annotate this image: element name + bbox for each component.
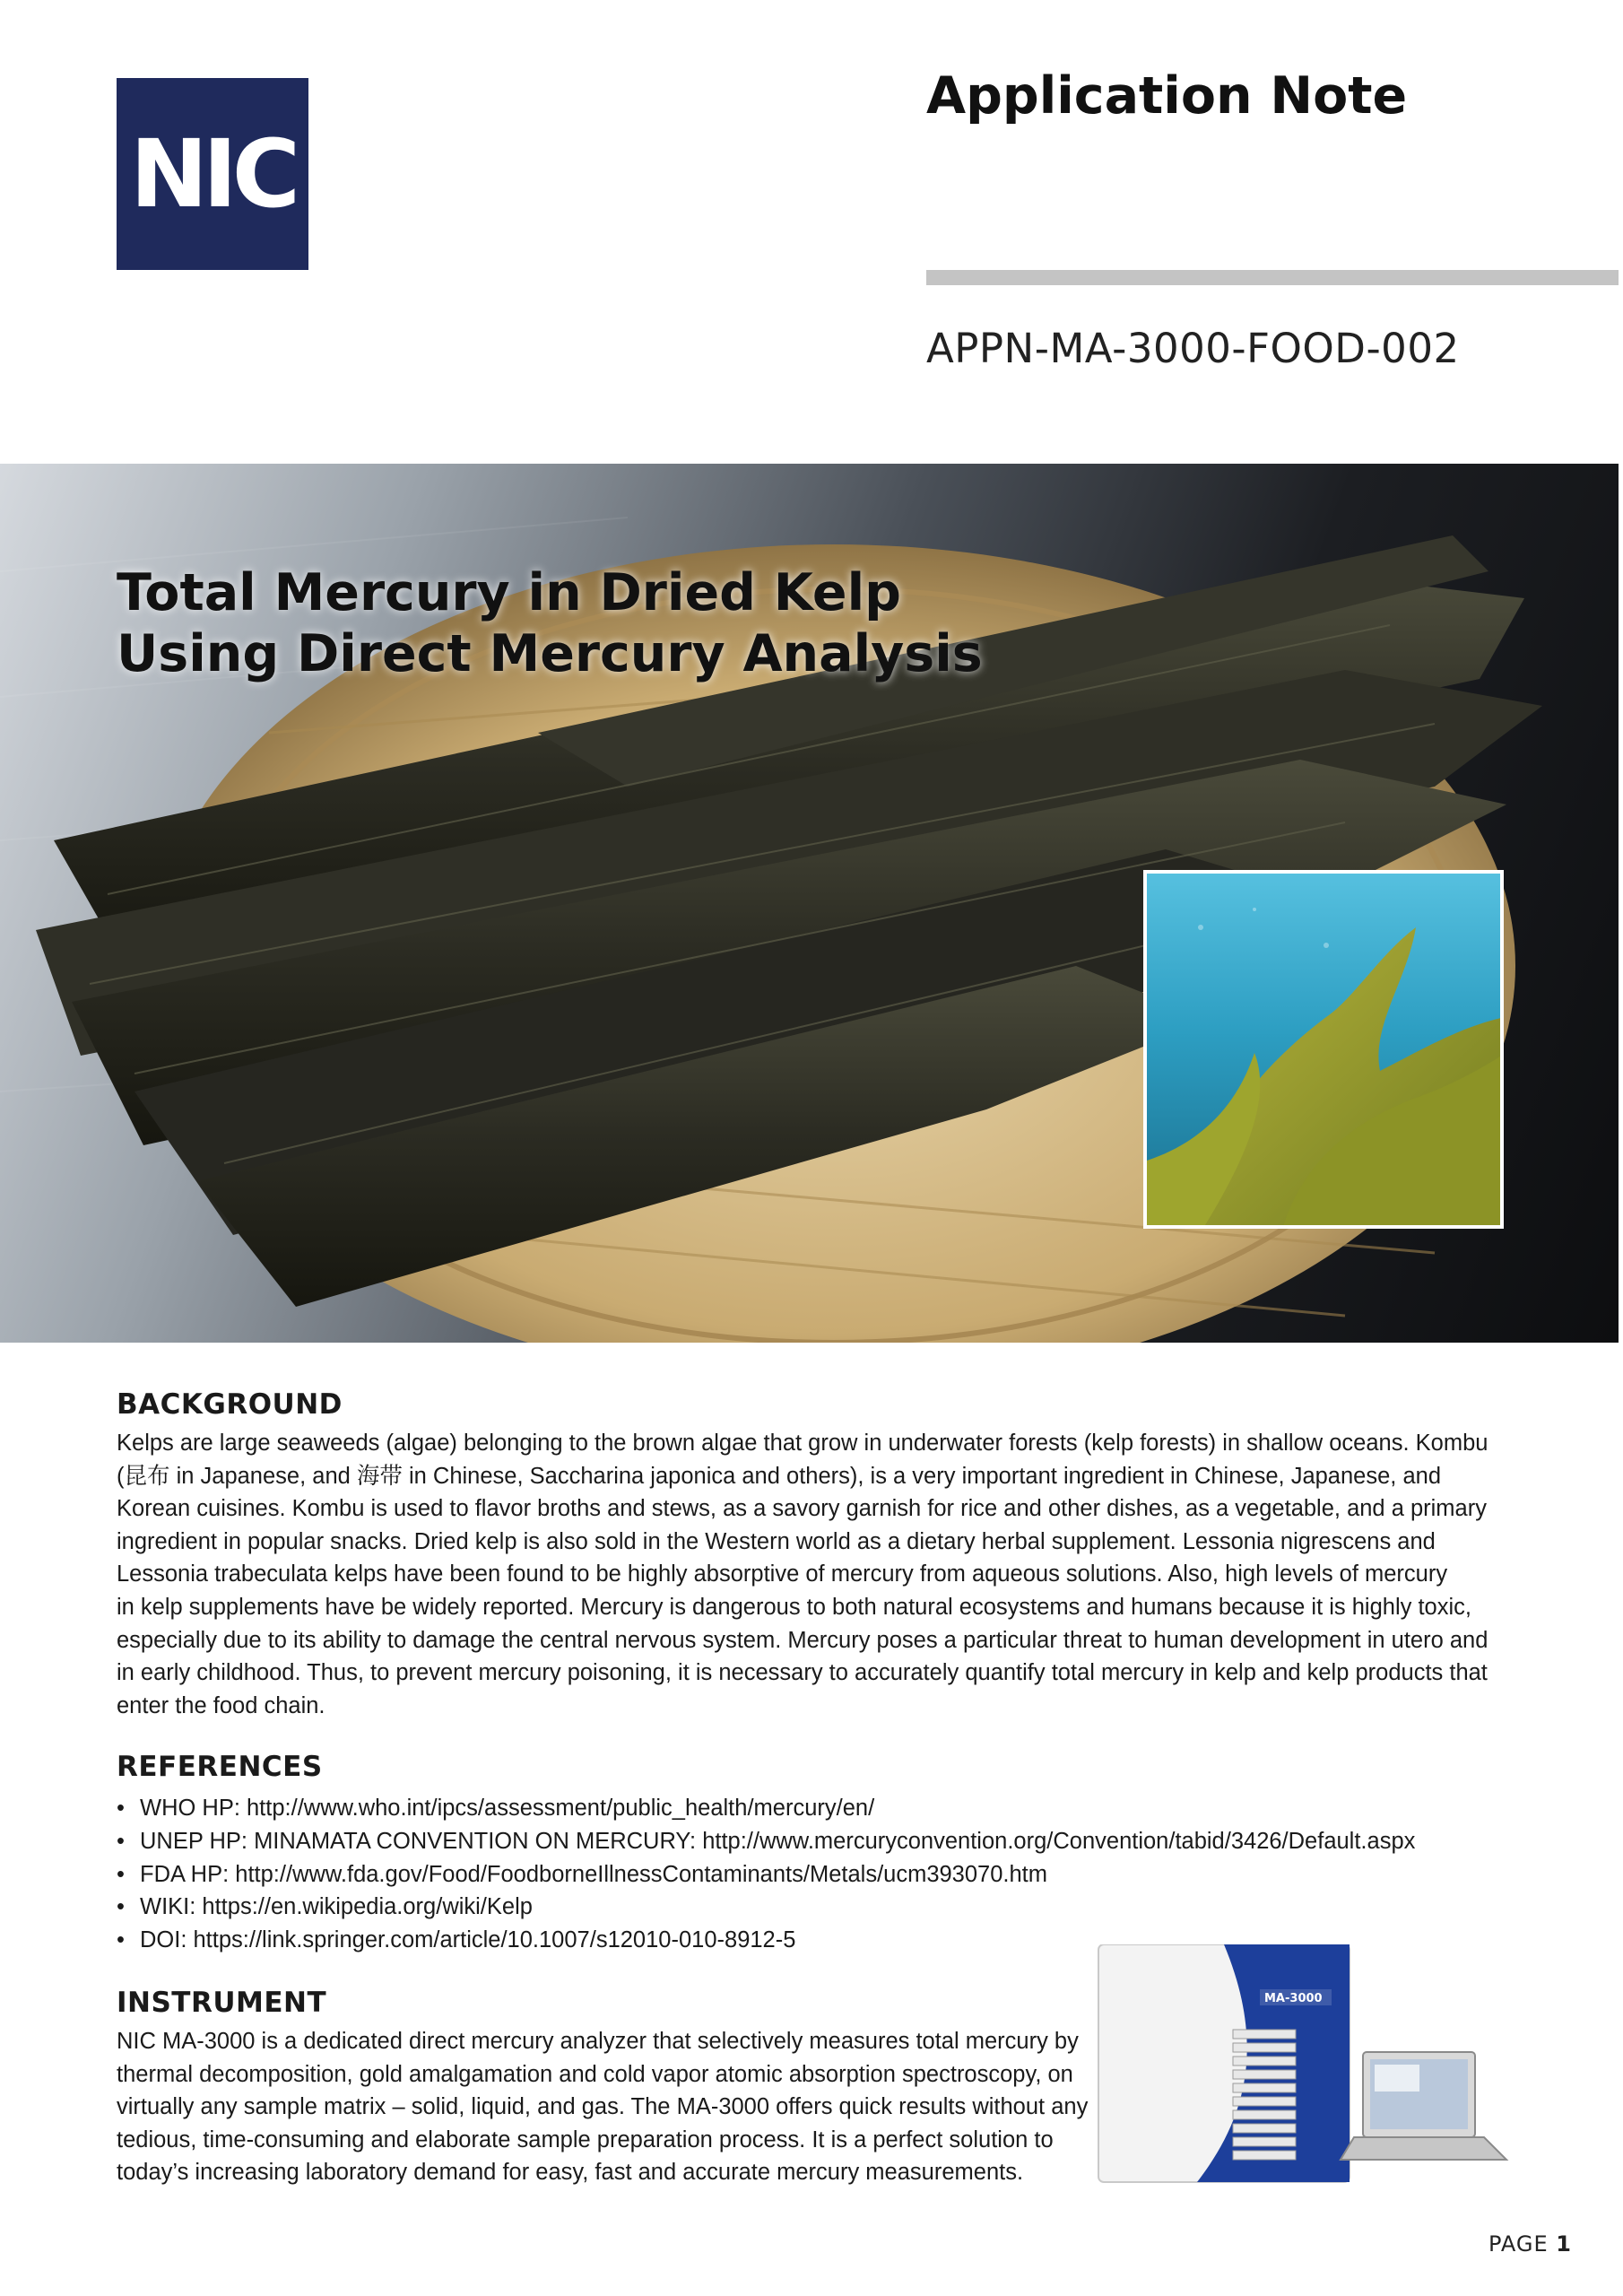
background-heading: BACKGROUND <box>117 1388 343 1421</box>
hero-title-line-2: Using Direct Mercury Analysis <box>117 624 983 683</box>
document-type-heading: Application Note <box>926 66 1408 126</box>
underwater-kelp-photo <box>1143 870 1504 1229</box>
ma-3000-analyzer-image <box>1089 1944 1511 2187</box>
document-id: APPN-MA-3000-FOOD-002 <box>926 325 1460 372</box>
page-number <box>1488 2231 1572 2257</box>
background-line: ingredient in popular snacks. Dried kelp is also sold in the Western world as a dietary herbal supplement. Lessonia nigrescens and <box>117 1528 1436 1554</box>
reference-item[interactable]: • DOI: https://link.springer.com/article/10.1007/s12010-010-8912-5 <box>117 1924 1415 1957</box>
references-list <box>117 1792 1415 1957</box>
instrument-heading: INSTRUMENT <box>117 1987 327 2019</box>
background-line: especially due to its ability to damage the central nervous system. Mercury poses a particular threat to human development in utero and <box>117 1627 1488 1653</box>
instrument-line: virtually any sample matrix – solid, liquid, and gas. The MA-3000 offers quick results without any <box>117 2094 1089 2120</box>
background-line: (昆布 in Japanese, and 海带 in Chinese, Saccharina japonica and others), is a very important ingredient in Chinese, Japanese, and <box>117 1463 1441 1489</box>
reference-item[interactable]: • WIKI: https://en.wikipedia.org/wiki/Kelp <box>117 1891 1415 1924</box>
instrument-line: thermal decomposition, gold amalgamation and cold vapor atomic absorption spectroscopy, on <box>117 2061 1073 2087</box>
hero-kelp-image <box>0 464 1619 1343</box>
laptop <box>1341 2052 1506 2160</box>
background-line: Kelps are large seaweeds (algae) belonging to the brown algae that grow in underwater forests (kelp forests) in shallow oceans. Kombu <box>117 1431 1488 1456</box>
background-line: enter the food chain. <box>117 1692 325 1718</box>
hero-title <box>117 562 983 684</box>
analyzer-label: MA-3000 <box>1264 1992 1323 2005</box>
background-line: in early childhood. Thus, to prevent mercury poisoning, it is necessary to accurately quantify total mercury in kelp and kelp products that <box>117 1660 1488 1686</box>
instrument-line: tedious, time-consuming and elaborate sample preparation process. It is a perfect solution to <box>117 2126 1054 2152</box>
nic-logo <box>117 78 308 270</box>
instrument-line: today’s increasing laboratory demand for easy, fast and accurate mercury measurements. <box>117 2160 1024 2186</box>
page-label: PAGE <box>1488 2231 1549 2257</box>
background-line: Lessonia trabeculata kelps have been found to be highly absorptive of mercury from aqueous solutions. Also, high levels of mercury <box>117 1561 1448 1587</box>
reference-item[interactable]: • UNEP HP: MINAMATA CONVENTION ON MERCURY: http://www.mercuryconvention.org/Convention/tabid/3426/Default.aspx <box>117 1825 1415 1858</box>
instrument-line: NIC MA-3000 is a dedicated direct mercury analyzer that selectively measures total mercury by <box>117 2029 1079 2054</box>
logo-text: NIC <box>129 119 296 229</box>
reference-item[interactable]: • FDA HP: http://www.fda.gov/Food/FoodborneIllnessContaminants/Metals/ucm393070.htm <box>117 1858 1415 1892</box>
references-heading: REFERENCES <box>117 1751 323 1783</box>
header-divider <box>926 270 1619 285</box>
instrument-paragraph <box>117 2025 1088 2189</box>
reference-item[interactable]: • WHO HP: http://www.who.int/ipcs/assessment/public_health/mercury/en/ <box>117 1792 1415 1825</box>
page-number-value: 1 <box>1556 2231 1572 2257</box>
background-line: Korean cuisines. Kombu is used to flavor broths and stews, as a savory garnish for rice and other dishes, as a vegetable, and a primary <box>117 1496 1487 1522</box>
hero-title-line-1: Total Mercury in Dried Kelp <box>117 563 901 622</box>
background-paragraph <box>117 1427 1488 1722</box>
background-line: in kelp supplements have be widely reported. Mercury is dangerous to both natural ecosystems and humans because it is highly toxic, <box>117 1594 1471 1620</box>
